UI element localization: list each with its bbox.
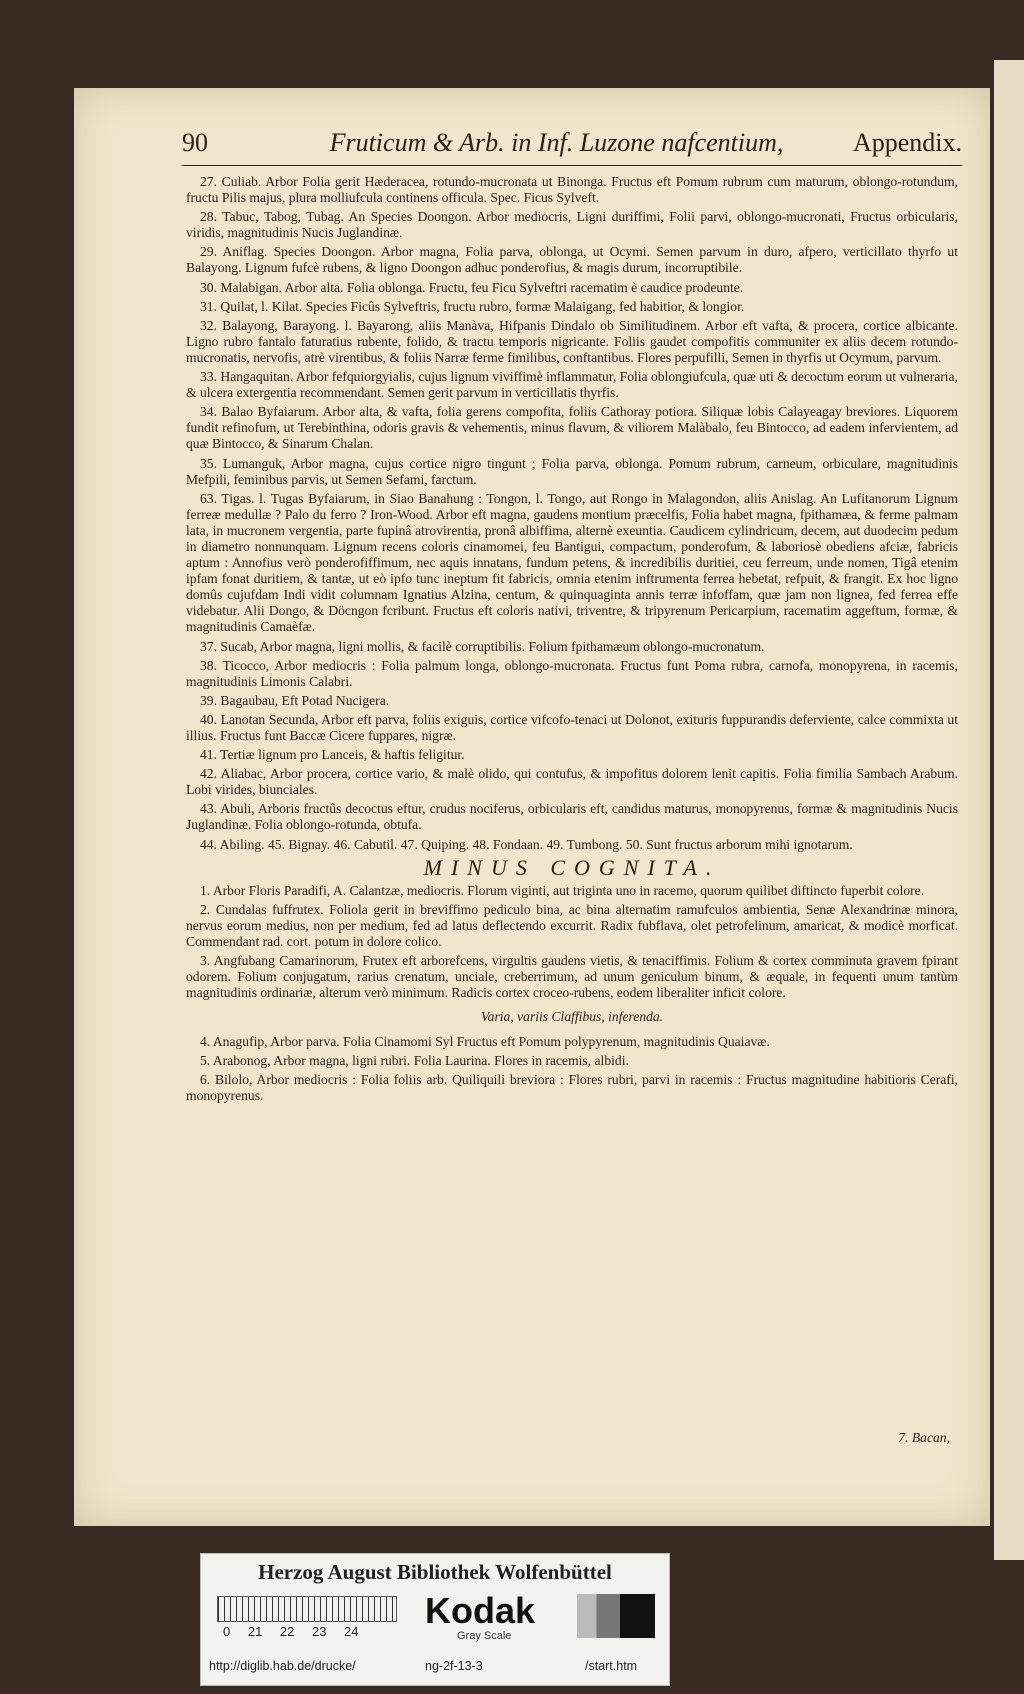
- running-title: Fruticum & Arb. in Inf. Luzone nafcentium,: [329, 128, 784, 157]
- gray-scale-label: Gray Scale: [457, 1630, 512, 1642]
- entry-paragraph: 43. Abuli, Arboris fructûs decoctus eftur, crudus nociferus, orbicularis eft, candidus maturus, monopyrenus, formæ & magnitudinis Nucis Juglandinæ. Folia oblongo-rotunda, obtufa.: [186, 801, 958, 833]
- entry-paragraph: 4. Anagufip, Arbor parva. Folia Cinamomi Syl Fructus eft Pomum polypyrenum, magnitudinis Quaiavæ.: [200, 1033, 770, 1049]
- entry-paragraph: 41. Tertiæ lignum pro Lanceis, & haftis feligitur.: [200, 747, 465, 763]
- header-rule: [182, 165, 962, 166]
- entry-paragraph: 31. Quilat, l. Kilat. Species Ficûs Sylveftris, fructu rubro, formæ Malaigang, fed habitior, & longior.: [200, 298, 745, 314]
- entry-paragraph: 33. Hangaquitan. Arbor fefquiorgyialis, cujus lignum viviffimè inflammatur, Folia oblongiufcula, quæ uti & decoctum eorum ut vulneraria, & ulcera extergentia recommendant. Semen gerit parvum in verticillatis thyrfis.: [186, 369, 958, 401]
- entry-paragraph: 44. Abiling. 45. Bignay. 46. Cabutil. 47. Quiping. 48. Fondaan. 49. Tumbong. 50. Sunt fructus arborum mihi ignotarum.: [200, 836, 853, 852]
- color-target-card: [200, 1553, 670, 1686]
- section-heading: MINUS COGNITA.: [423, 854, 721, 880]
- entry-paragraph: 30. Malabigan. Arbor alta. Folia oblonga. Fructu, feu Ficu Sylveftri racematim è caudice prodeunte.: [200, 279, 744, 295]
- entry-paragraph: 40. Lanotan Secunda, Arbor eft parva, foliis exiguis, cortice vifcofo-tenaci ut Dolonot, exituris fuppurandis deferviente, calce commixta ut illius. Fructus funt Baccæ Cicere fuppares, nigræ.: [186, 711, 958, 743]
- entry-paragraph: 42. Aliabac, Arbor procera, cortice vario, & malè olido, qui contufus, & impofitus dolorem lenit capitis. Folia fimilia Sambach Arabum. Lobi virides, biunciales.: [186, 766, 958, 798]
- entry-paragraph: 34. Balao Byfaiarum. Arbor alta, & vafta, folia gerens compofita, foliis Cathoray potiora. Siliquæ lobis Calayeagay breviores. Liquorem fundit refinofum, ut Terebinthina, odoris gravis & vehementis, minus flavum, & viliorem Malàbalo, feu Bintocco, ad eadem infervientem, ad quæ Bintocco, & Sinarum Chalan.: [186, 404, 958, 452]
- running-header: [182, 128, 962, 158]
- shelfmark: ng-2f-13-3: [425, 1659, 483, 1673]
- entry-paragraph: 27. Culiab. Arbor Folia gerit Hæderacea, rotundo-mucronata ut Binonga. Fructus eft Pomum rubrum cum maturum, oblongo-rotundum, fructu Pilis majus, plura molliufcula continens officula. Spec. Ficus Sylveft.: [186, 174, 958, 206]
- catchword: 7. Bacan,: [898, 1430, 950, 1445]
- subsection-heading: Varia, variis Claffibus, inferenda.: [480, 1009, 664, 1025]
- entry-paragraph: 38. Ticocco, Arbor mediocris : Folia palmum longa, oblongo-mucronata. Fructus funt Poma rubra, carnofa, monopyrena, in racemis, magnitudinis Limonis Calabri.: [186, 657, 958, 689]
- entry-paragraph: 3. Angfubang Camarinorum, Frutex eft arborefcens, virgultis gaudens vietis, & tenaciffimis. Folium & cortex comminuta gravem fpirant odorem. Folium conjugatum, rarius crenatum, unciale, creberrimum, ad unum geniculum binum, & æquale, in fequenti unum tantùm magnitudinis ordinariæ, alterum verò minimum. Radicis cortex croceo-rubens, eodem liberaliter inficit colore.: [186, 953, 958, 1001]
- book-page: [74, 88, 990, 1526]
- kodak-logo: Kodak: [425, 1590, 536, 1631]
- entry-paragraph: 39. Bagaubau, Eft Potad Nucigera.: [200, 692, 390, 708]
- entry-paragraph: 29. Aniflag. Species Doongon. Arbor magna, Folia parva, oblonga, ut Ocymi. Semen parvum in duro, afpero, verticillato thyrfo ut Balayong. Lignum fufcè rubens, & ligno Doongon adhuc ponderofius, & magis durum, incorruptibile.: [186, 244, 958, 276]
- entry-paragraph: 37. Sucab, Arbor magna, ligni mollis, & facilè corruptibilis. Folium fpithamæum oblongo-mucronatum.: [200, 638, 765, 654]
- scale-ruler: [217, 1596, 397, 1622]
- entry-paragraph: 5. Arabonog, Arbor magna, ligni rubri. Folia Laurina. Flores in racemis, albidi.: [200, 1052, 629, 1068]
- start-file: /start.htm: [585, 1659, 638, 1673]
- entry-paragraph: 32. Balayong, Barayong. l. Bayarong, aliis Manàva, Hifpanis Dindalo ob Similitudinem. Arbor eft vafta, & procera, cortice albicante. Ligno rubro fantalo faturatius rubente, folido, & tractu temporis nigricante. Foliis gaudet compofitis communiter ex aliis decem rotundo-mucronatis, nervofis, atrè virentibus, & foliis Narræ ferme fimilibus, conftantibus. Flores perpufilli, Semen in thyrfis ut Ocymum, parvum.: [186, 317, 958, 365]
- entry-paragraph: 2. Cundalas fuffrutex. Foliola gerit in breviffimo pediculo bina, ac bina alternatim ramufculos ambientia, Senæ Alexandrinæ minora, nervus eorum medius, non per medium, fed ad latus deflectendo excurrit. Radix fubflava, olet petrofelinum, amaricat, & modicè morficat. Commendant rad. cort. potum in dolore colico.: [186, 901, 958, 950]
- adjacent-page-edge: [994, 60, 1024, 1560]
- entry-paragraph: 1. Arbor Floris Paradifi, A. Calantzæ, mediocris. Florum viginti, aut triginta uno in racemo, quorum quilibet diftincto fuperbit colore.: [200, 882, 925, 898]
- entry-paragraph: 6. Bilolo, Arbor mediocris : Folia foliis arb. Quiliquili breviora : Flores rubri, parvi in racemis : Fructus magnitudine habitioris Cerafi, monopyrenus.: [186, 1071, 958, 1103]
- entry-paragraph: 28. Tabuc, Tabog, Tubag. An Species Doongon. Arbor mediocris, Ligni duriffimi, Folii parvi, oblongo-mucronati, Fructus orbicularis, viridis, magnitudinis Nucis Juglandinæ.: [186, 209, 958, 241]
- page-number: 90: [182, 128, 208, 157]
- library-name: Herzog August Bibliothek Wolfenbüttel: [258, 1560, 612, 1584]
- running-title-appendix: Appendix.: [852, 128, 962, 157]
- entry-paragraph: 35. Lumanguk, Arbor magna, cujus cortice nigro tingunt ; Folia parva, oblonga. Pomum rubrum, carneum, orbiculare, magnitudinis Mefpili, feminibus parvis, ut Semen Sefami, farctum.: [186, 455, 958, 487]
- entry-paragraph: 63. Tigas. l. Tugas Byfaiarum, in Siao Banahung : Tongon, l. Tongo, aut Rongo in Malagondon, aliis Anislag. An Lufitanorum Lignum ferreæ medullæ ? Palo du ferro ? Iron-Wood. Arbor eft magna, gaudens montium præcelfis, Folia habet magna, fpithamæa, & ferme palmam lata, in mucronem vergentia, parte fupinâ atrovirentia, pronâ albiffima, alternè exeuntia. Caudicem cylindricum, decem, aut duodecim pedum in diametro nonnunquam. Lignum recens coloris cinamomei, feu Bantigui, compactum, ponderofum, & laboriosè obediens afciæ, fabricis aptum : Annofius verò ponderofiffimum, nec aquis innatans, fundum petens, & incredibilis duritiei, ceu ferreum, unde nomen, Tigâ etenim ipfam fonat duritiem, & tantæ, ut eò ipfo tunc ineptum fit fabricis, omnia etenim inftrumenta ferrea hebetat, refpuit, & frangit. Ex hoc ligno domûs cujufdam Indi vidit columnam Ignatius Alzina, centum, & quinquaginta annis terræ infoffam, quæ jam non lignea, fed ferrea effe videbatur. Alii Dongo, & Döcngon fcribunt. Fructus eft coloris nativi, triventre, & tripyrenum Pericarpium, racematim aggeftum, formæ, & magnitudinis Camaèfæ.: [186, 490, 958, 635]
- gray-swatch: [577, 1594, 655, 1638]
- digital-library-url: http://diglib.hab.de/drucke/: [209, 1659, 356, 1673]
- page-body: [186, 174, 958, 1107]
- ruler-numbers: 0 21 22 23 24: [223, 1624, 359, 1639]
